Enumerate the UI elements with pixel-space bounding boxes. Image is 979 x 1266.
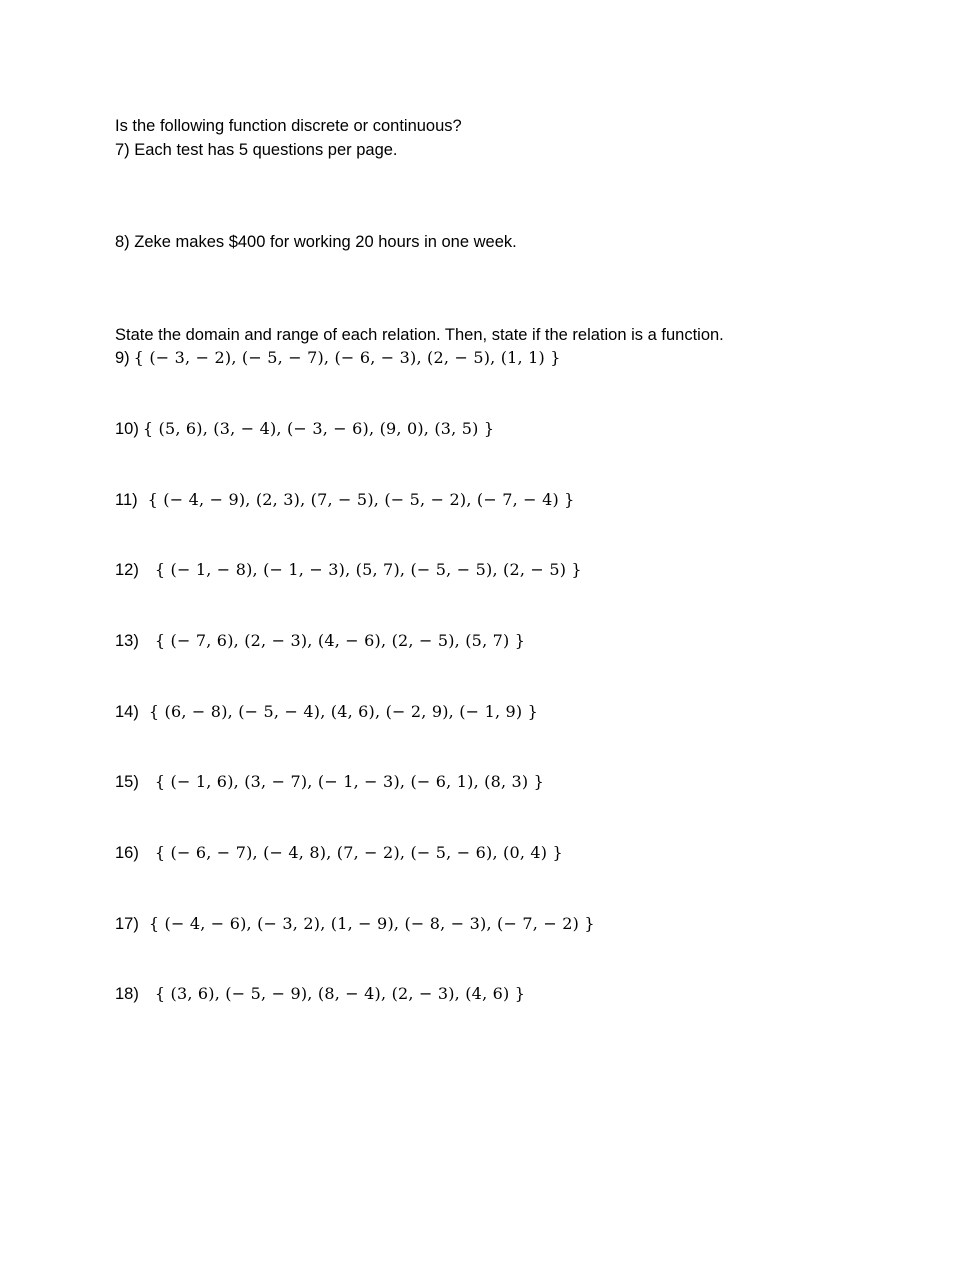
problem-label: 17) — [115, 915, 139, 933]
relation-set: { (− 6, − 7), (− 4, 8), (7, − 2), (− 5, − 6), (0, 4) } — [154, 843, 563, 862]
problem-14 — [115, 704, 538, 721]
relation-set: { (− 1, 6), (3, − 7), (− 1, − 3), (− 6, 1), (8, 3) } — [154, 772, 545, 791]
relation-set: { (6, − 8), (− 5, − 4), (4, 6), (− 2, 9), (− 1, 9) } — [148, 702, 539, 721]
instruction-discrete-continuous: Is the following function discrete or continuous? — [115, 117, 462, 135]
relation-set: { (− 1, − 8), (− 1, − 3), (5, 7), (− 5, − 5), (2, − 5) } — [154, 560, 582, 579]
problem-label: 12) — [115, 561, 139, 579]
problem-9 — [115, 350, 561, 367]
problem-18 — [115, 986, 525, 1003]
relation-set: { (5, 6), (3, − 4), (− 3, − 6), (9, 0), (3, 5) } — [142, 419, 495, 438]
problem-label: 16) — [115, 844, 139, 862]
question-7: 7) Each test has 5 questions per page. — [115, 141, 398, 159]
problem-16 — [115, 845, 563, 862]
problem-label: 15) — [115, 773, 139, 791]
problem-13 — [115, 633, 525, 650]
relation-set: { (3, 6), (− 5, − 9), (8, − 4), (2, − 3), (4, 6) } — [154, 984, 526, 1003]
problem-label: 11) — [115, 491, 138, 509]
problem-17 — [115, 916, 595, 933]
relation-set: { (− 7, 6), (2, − 3), (4, − 6), (2, − 5), (5, 7) } — [154, 631, 526, 650]
problem-label: 13) — [115, 632, 139, 650]
relation-set: { (− 4, − 6), (− 3, 2), (1, − 9), (− 8, − 3), (− 7, − 2) } — [148, 914, 595, 933]
problem-12 — [115, 562, 582, 579]
problem-15 — [115, 774, 544, 791]
relation-set: { (− 3, − 2), (− 5, − 7), (− 6, − 3), (2, − 5), (1, 1) } — [133, 348, 561, 367]
question-8: 8) Zeke makes $400 for working 20 hours in one week. — [115, 233, 517, 251]
relation-set: { (− 4, − 9), (2, 3), (7, − 5), (− 5, − 2), (− 7, − 4) } — [147, 490, 575, 509]
problem-label: 10) — [115, 420, 139, 438]
problem-label: 18) — [115, 985, 139, 1003]
problem-10 — [115, 421, 494, 438]
problem-label: 14) — [115, 703, 139, 721]
problem-label: 9) — [115, 349, 130, 367]
problem-11 — [115, 492, 575, 509]
instruction-domain-range: State the domain and range of each relation. Then, state if the relation is a function. — [115, 326, 724, 344]
